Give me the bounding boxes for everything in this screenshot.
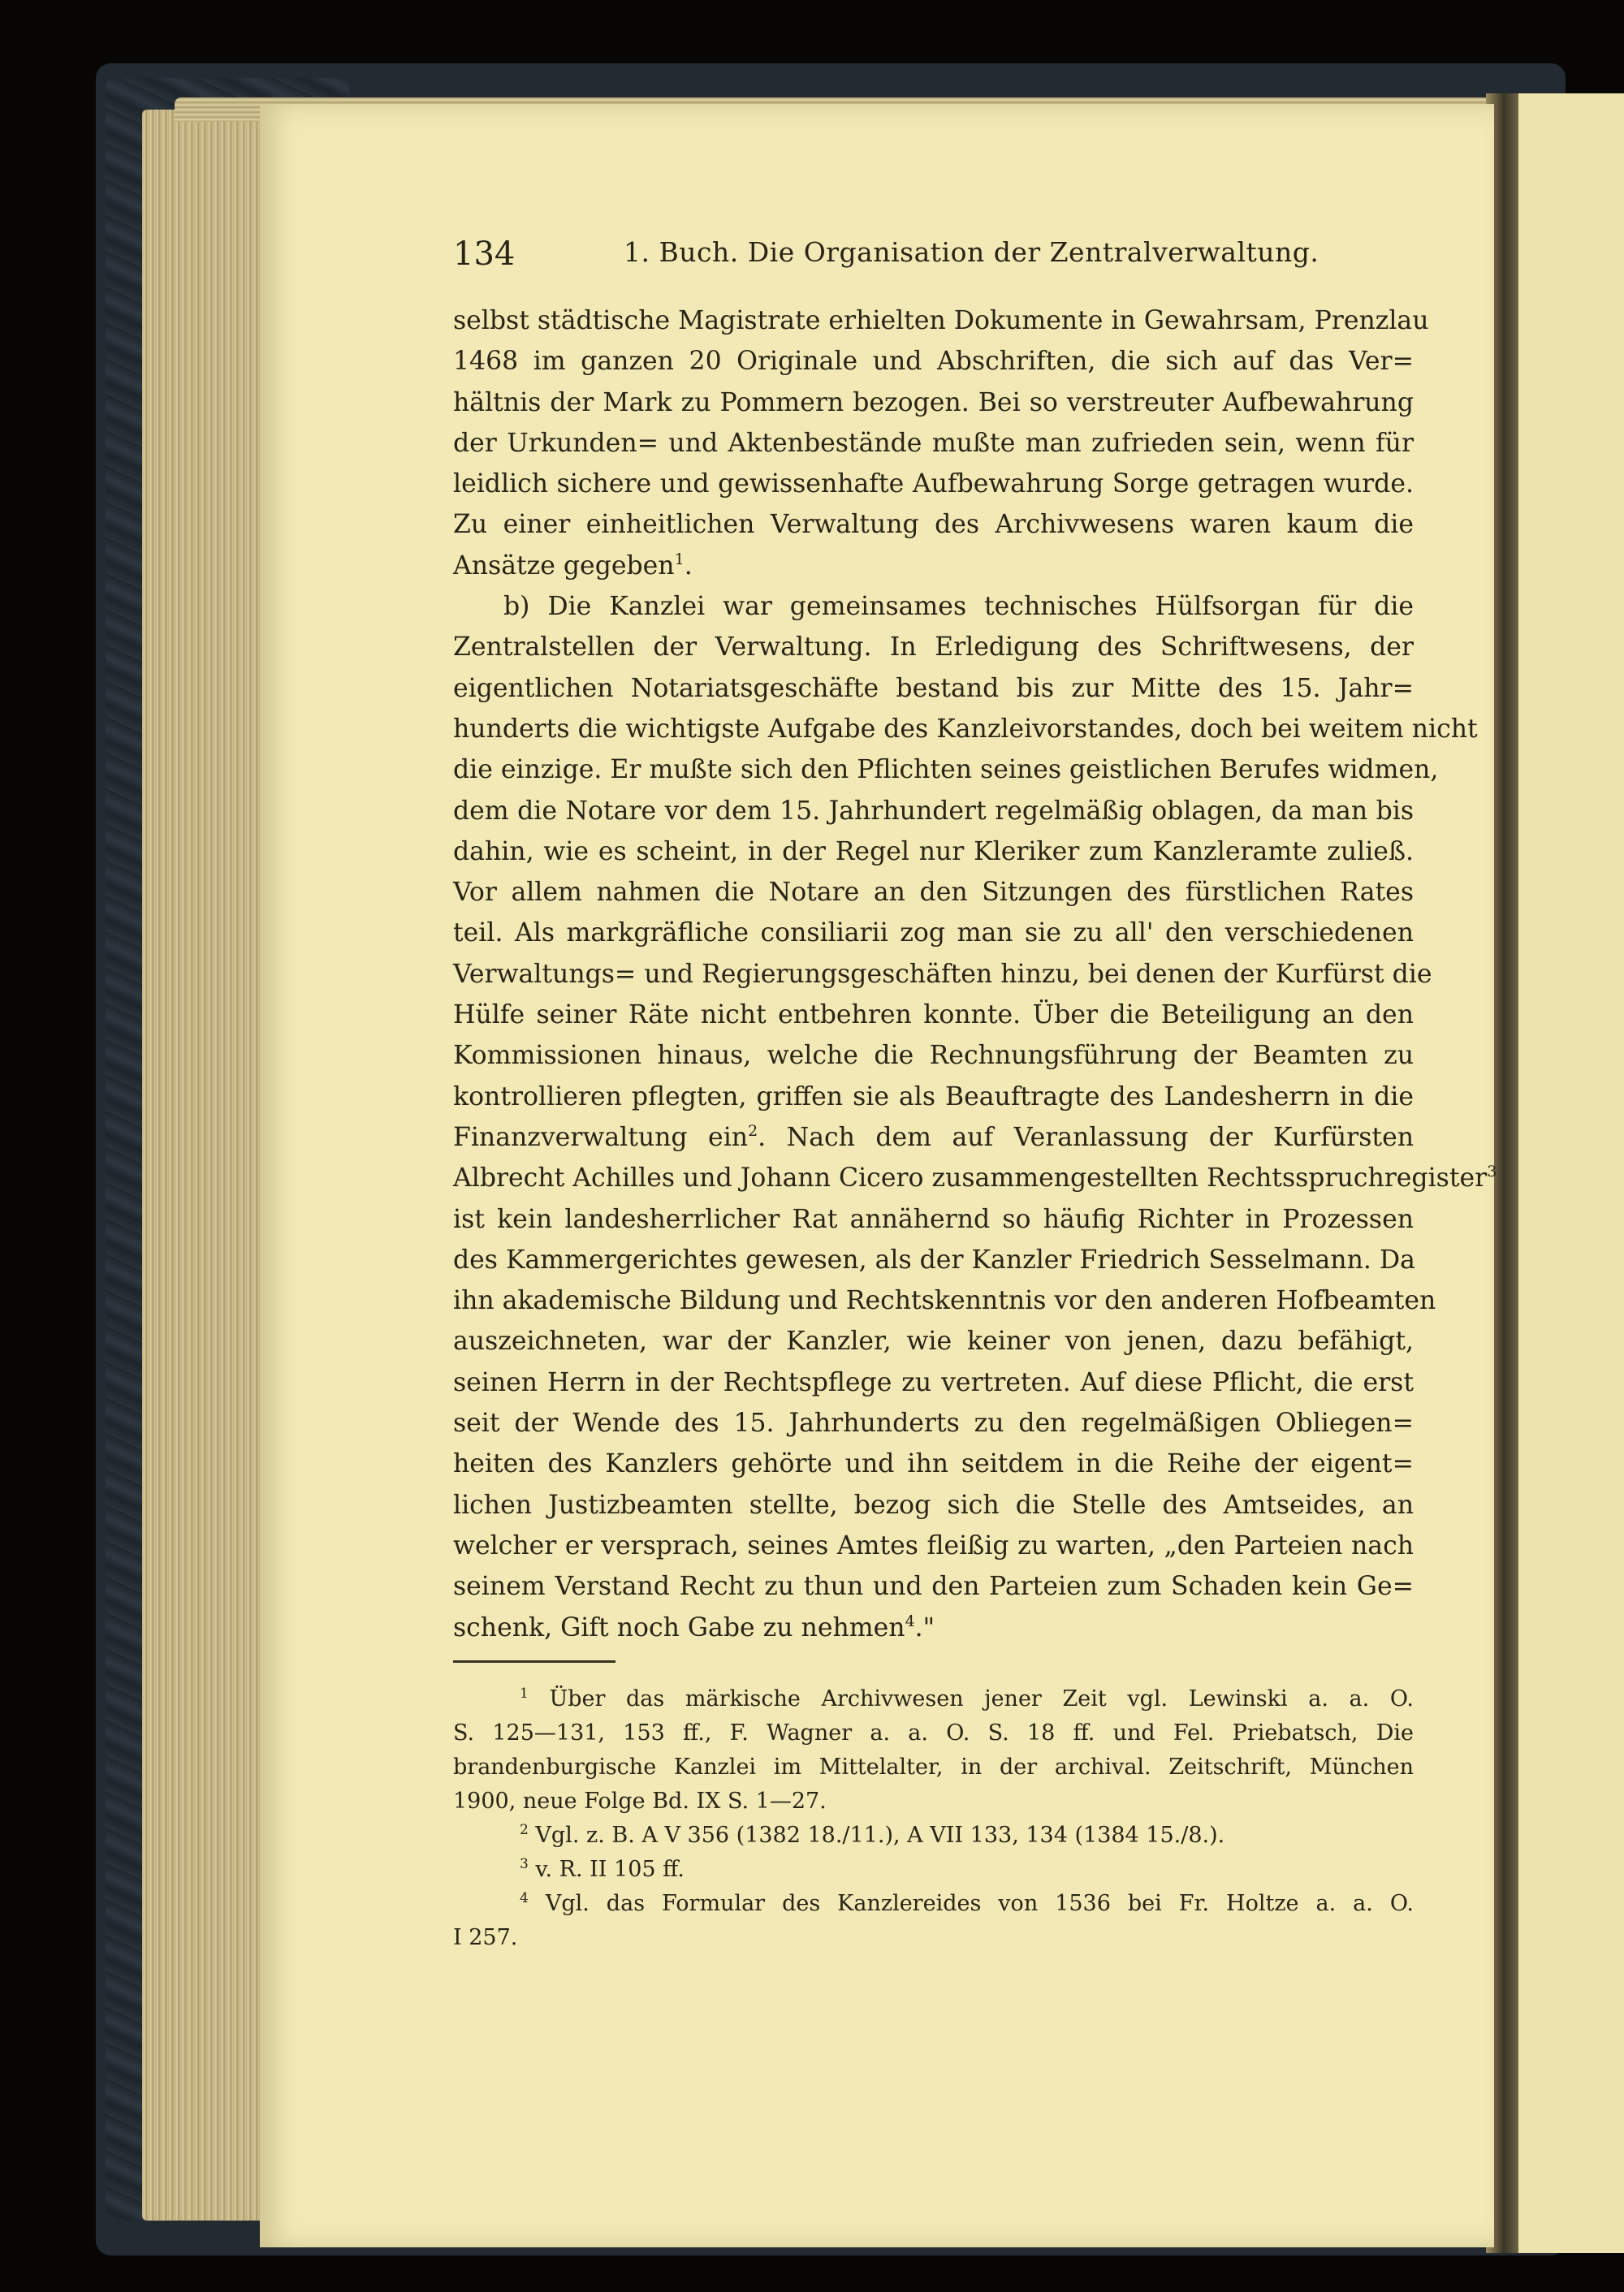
text-line: Albrecht Achilles und Johann Cicero zusammengestellten Rechtsspruchregister$^3$ bbox=[453, 1163, 1497, 1193]
text-line: selbst städtische Magistrate erhielten Dokumente in Gewahrsam, Prenzlau bbox=[453, 306, 1429, 335]
body-text bbox=[453, 300, 1497, 1648]
text-line: Vor allem nahmen die Notare an den Sitzungen des fürstlichen Rates bbox=[453, 878, 1414, 908]
footnote-line: $^1$ Über das märkische Archivwesen jener Zeit vgl. Lewinski a. a. O. bbox=[520, 1686, 1414, 1711]
text-line: leidlich sichere und gewissenhafte Aufbewahrung Sorge getragen wurde. bbox=[453, 469, 1414, 499]
text-line: seinem Verstand Recht zu thun und den Parteien zum Schaden kein Ge= bbox=[453, 1572, 1414, 1602]
text-line: dem die Notare vor dem 15. Jahrhundert regelmäßig oblagen, da man bis bbox=[453, 796, 1414, 826]
footnote-marker: 1 bbox=[520, 1686, 529, 1702]
text-line: heiten des Kanzlers gehörte und ihn seitdem in die Reihe der eigent= bbox=[453, 1449, 1414, 1479]
footnote-reference: 1 bbox=[674, 550, 685, 568]
text-line: dahin, wie es scheint, in der Regel nur Kleriker zum Kanzleramte zuließ. bbox=[453, 836, 1414, 866]
text-line: Zu einer einheitlichen Verwaltung des Archivwesens waren kaum die bbox=[453, 510, 1414, 540]
text-line: lichen Justizbeamten stellte, bezog sich die Stelle des Amtseides, an bbox=[453, 1490, 1414, 1520]
text-line: der Urkunden= und Aktenbestände mußte man zufrieden sein, wenn für bbox=[453, 428, 1414, 458]
text-line: ist kein landesherrlicher Rat annähernd so häufig Richter in Prozessen bbox=[453, 1204, 1414, 1234]
text-line: schenk, Gift noch Gabe zu nehmen$^4$." bbox=[453, 1612, 935, 1642]
footnote-line: S. 125—131, 153 ff., F. Wagner a. a. O. S. 18 ff. und Fel. Priebatsch, Die bbox=[453, 1720, 1414, 1746]
text-line: ihn akademische Bildung und Rechtskenntnis vor den anderen Hofbeamten bbox=[453, 1286, 1436, 1316]
text-line: b) Die Kanzlei war gemeinsames technisches Hülfsorgan für die bbox=[503, 592, 1414, 622]
text-line: des Kammergerichtes gewesen, als der Kanzler Friedrich Sesselmann. Da bbox=[453, 1245, 1415, 1275]
running-head: 1. Buch. Die Organisation der Zentralverwaltung. bbox=[624, 236, 1320, 268]
footnote-marker: 4 bbox=[520, 1890, 529, 1906]
footnote-line: $^2$ Vgl. z. B. A V 356 (1382 18./11.), A VII 133, 134 (1384 15./8.). bbox=[520, 1822, 1225, 1848]
page-number: 134 bbox=[453, 235, 516, 273]
footnote-marker: 2 bbox=[520, 1822, 529, 1838]
text-line: Zentralstellen der Verwaltung. In Erledigung des Schriftwesens, der bbox=[453, 632, 1414, 663]
text-line: 1468 im ganzen 20 Originale und Abschriften, die sich auf das Ver= bbox=[453, 347, 1414, 377]
footnote-marker: 3 bbox=[520, 1856, 529, 1872]
text-line: die einzige. Er mußte sich den Pflichten seines geistlichen Berufes widmen, bbox=[453, 755, 1439, 785]
text-line: Verwaltungs= und Regierungsgeschäften hinzu, bei denen der Kurfürst die bbox=[453, 959, 1432, 989]
text-line: Kommissionen hinaus, welche die Rechnungsführung der Beamten zu bbox=[453, 1041, 1414, 1071]
text-line: hältnis der Mark zu Pommern bezogen. Bei so verstreuter Aufbewahrung bbox=[453, 387, 1414, 417]
text-line: welcher er versprach, seines Amtes fleißig zu warten, „den Parteien nach bbox=[453, 1530, 1414, 1560]
text-line: seit der Wende des 15. Jahrhunderts zu den regelmäßigen Obliegen= bbox=[453, 1409, 1414, 1439]
footnote-line: I 257. bbox=[453, 1925, 518, 1950]
text-line: seinen Herrn in der Rechtspflege zu vertreten. Auf diese Pflicht, die erst bbox=[453, 1367, 1414, 1397]
page-header bbox=[453, 231, 1509, 280]
text-line: Ansätze gegeben$^1$. bbox=[453, 550, 693, 581]
text-line: kontrollieren pflegten, griffen sie als Beauftragte des Landesherrn in die bbox=[453, 1081, 1414, 1111]
text-line: Finanzverwaltung ein$^2$. Nach dem auf Veranlassung der Kurfürsten bbox=[453, 1121, 1414, 1152]
footnote-reference: 4 bbox=[905, 1612, 915, 1630]
footnote-reference: 3 bbox=[1487, 1163, 1497, 1181]
text-line: hunderts die wichtigste Aufgabe des Kanzleivorstandes, doch bei weitem nicht bbox=[453, 714, 1478, 744]
footnote-reference: 2 bbox=[748, 1121, 758, 1140]
footnotes bbox=[453, 1682, 1414, 1955]
footnote-line: brandenburgische Kanzlei im Mittelalter, in der archival. Zeitschrift, München bbox=[453, 1755, 1414, 1780]
footnote-line: 1900, neue Folge Bd. IX S. 1—27. bbox=[453, 1789, 827, 1814]
text-line: eigentlichen Notariatsgeschäfte bestand bis zur Mitte des 15. Jahr= bbox=[453, 673, 1414, 703]
footnote-line: $^3$ v. R. II 105 ff. bbox=[520, 1856, 685, 1882]
text-line: auszeichneten, war der Kanzler, wie keiner von jenen, dazu befähigt, bbox=[453, 1327, 1414, 1357]
footnote-line: $^4$ Vgl. das Formular des Kanzlereides von 1536 bei Fr. Holtze a. a. O. bbox=[520, 1890, 1414, 1916]
text-line: Hülfe seiner Räte nicht entbehren konnte. Über die Beteiligung an den bbox=[453, 1000, 1414, 1030]
text-line: teil. Als markgräfliche consiliarii zog man sie zu all' den verschiedenen bbox=[453, 918, 1414, 948]
footnote-rule bbox=[453, 1660, 615, 1663]
